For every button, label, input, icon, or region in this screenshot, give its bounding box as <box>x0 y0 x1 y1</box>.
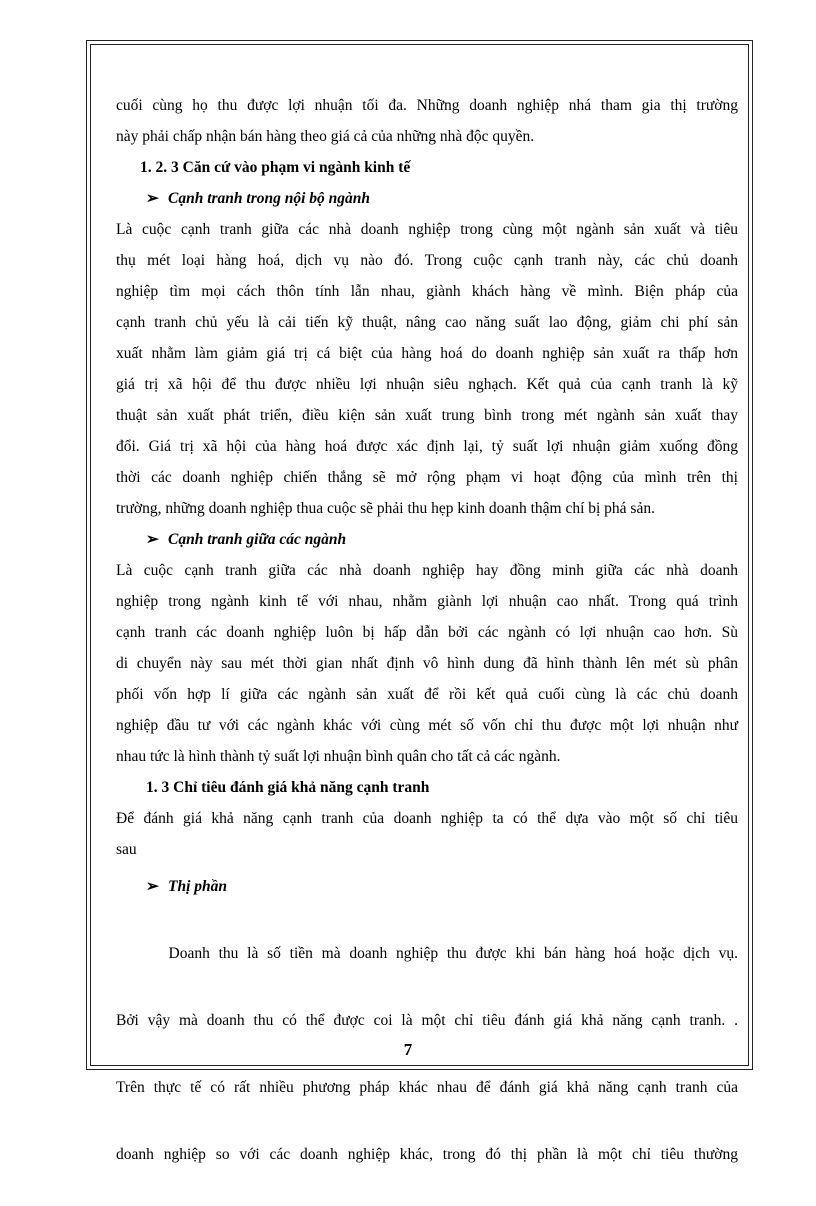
bullet-heading-text: Thị phần <box>168 878 228 895</box>
text-line: xuất nhằm làm giảm giá trị cá biệt của hàng hoá do doanh nghiệp sản xuất ra thấp hơn <box>116 345 738 362</box>
text-line: thụ mét loại hàng hoá, dịch vụ nào đó. Trong cuộc cạnh tranh này, các chủ doanh <box>116 252 738 269</box>
text-line: Là cuộc cạnh tranh giữa các nhà doanh nghiệp trong cùng một ngành sản xuất và tiêu <box>116 221 738 238</box>
document-body <box>116 90 738 1206</box>
text-line: nhau tức là hình thành tỷ suất lợi nhuận bình quân cho tất cả các ngành. <box>116 748 561 765</box>
text-line: phối vốn hợp lí giữa các ngành sản xuất để rồi kết quả cuối cùng là các chủ doanh <box>116 686 738 703</box>
text-line: cuối cùng họ thu được lợi nhuận tối đa. Những doanh nghiệp nhá tham gia thị trường <box>116 97 738 114</box>
section-heading-1-2-3: 1. 2. 3 Căn cứ vào phạm vi ngành kinh tế <box>140 159 411 176</box>
bullet-heading <box>116 183 738 214</box>
text-line: giá trị xã hội để thu được nhiều lợi nhuận siêu nghạch. Kết quả của cạnh tranh là kỹ <box>116 376 738 393</box>
text-line: Để đánh giá khả năng cạnh tranh của doanh nghiệp ta có thể dựa vào một số chỉ tiêu <box>116 810 738 827</box>
section-heading-1-3: 1. 3 Chỉ tiêu đánh giá khả năng cạnh tranh <box>146 779 430 796</box>
paragraph <box>116 803 738 865</box>
text-line: cạnh tranh chủ yếu là cải tiến kỹ thuật, nâng cao năng suất lao động, giảm chi phí sản <box>116 314 738 331</box>
bullet-heading <box>116 524 738 555</box>
arrow-bullet-icon: ➢ <box>146 531 159 548</box>
text-line: thuật sản xuất phát triển, điều kiện sản xuất trung bình trong mét ngành sản xuất thay <box>116 407 738 424</box>
text-line: này phải chấp nhận bán hàng theo giá cả của những nhà độc quyền. <box>116 128 535 145</box>
bullet-heading-text: Cạnh tranh trong nội bộ ngành <box>168 190 371 207</box>
text-line: Là cuộc cạnh tranh giữa các nhà doanh nghiệp hay đồng minh giữa các nhà doanh <box>116 562 738 579</box>
page-number: 7 <box>403 1040 413 1059</box>
arrow-bullet-icon: ➢ <box>146 190 159 207</box>
paragraph <box>116 90 738 152</box>
bullet-heading <box>116 871 738 902</box>
text-line: thời các doanh nghiệp chiến thắng sẽ mở rộng phạm vi hoạt động của mình trên thị <box>116 469 738 486</box>
text-line: cạnh tranh các doanh nghiệp luôn bị hấp dẫn bởi các ngành có lợi nhuận cao hơn. Sù <box>116 624 738 641</box>
text-line: nghiệp đầu tư với các ngành khác với cùng mét số vốn chỉ thu được một lợi nhuận như <box>116 717 738 734</box>
text-line: Trên thực tế có rất nhiều phương pháp khác nhau để đánh giá khả năng cạnh tranh của <box>116 1079 738 1096</box>
arrow-bullet-icon: ➢ <box>146 878 159 895</box>
text-line: Doanh thu là số tiền mà doanh nghiệp thu được khi bán hàng hoá hoặc dịch vụ. <box>116 945 738 962</box>
text-line: nghiệp trong ngành kinh tế với nhau, nhằm giành lợi nhuận cao nhất. Trong quá trình <box>116 593 738 610</box>
text-line: doanh nghiệp so với các doanh nghiệp khác, trong đó thị phần là một chỉ tiêu thường <box>116 1146 738 1163</box>
paragraph <box>116 555 738 772</box>
text-line: đổi. Giá trị xã hội của hàng hoá được xác định lại, tỷ suất lợi nhuận giảm xuống đồng <box>116 438 738 455</box>
text-line: sau <box>116 841 137 858</box>
text-line: nghiệp tìm mọi cách thôn tính lẫn nhau, giành khách hàng về mình. Biện pháp của <box>116 283 738 300</box>
paragraph <box>116 214 738 524</box>
text-line: di chuyển này sau mét thời gian nhất định vô hình dung đã hình thành lên mét sù phân <box>116 655 738 672</box>
text-line: Bởi vậy mà doanh thu có thể được coi là một chỉ tiêu đánh giá khả năng cạnh tranh. . <box>116 1012 738 1029</box>
text-line: trường, những doanh nghiệp thua cuộc sẽ phải thu hẹp kinh doanh thậm chí bị phá sản. <box>116 500 655 517</box>
bullet-heading-text: Cạnh tranh giữa các ngành <box>168 531 347 548</box>
